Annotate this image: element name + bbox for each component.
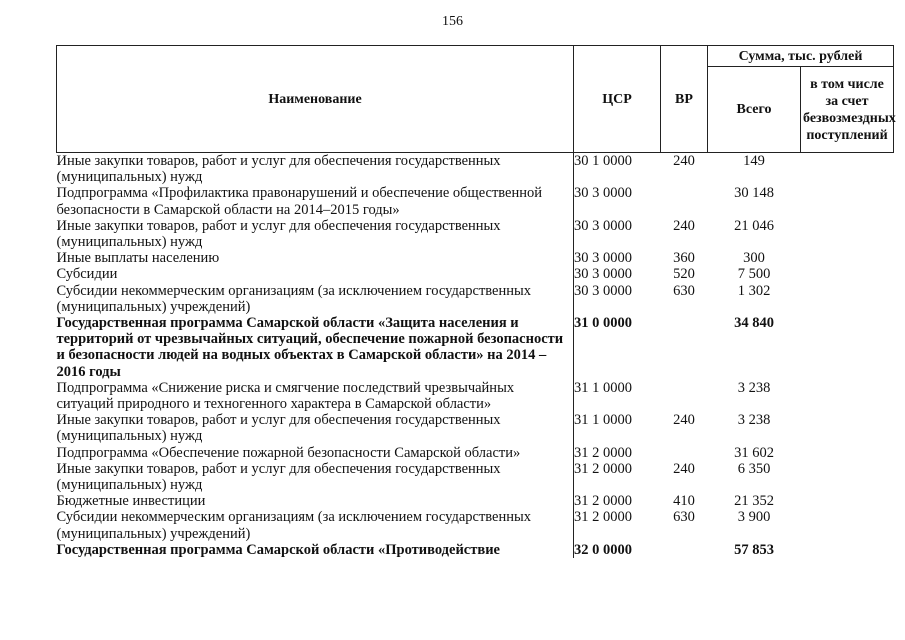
- row-vr: [661, 542, 708, 558]
- table-header: [57, 46, 894, 153]
- row-csr: 31 2 0000: [574, 460, 632, 477]
- row-total: 30 148: [734, 185, 774, 202]
- row-name: Государственная программа Самарской области «Противодействие: [57, 542, 574, 558]
- row-vr: 240: [673, 153, 695, 169]
- row-csr: 30 3 0000: [574, 185, 632, 202]
- row-total: 300: [743, 250, 765, 267]
- header-vr: ВР: [661, 46, 708, 153]
- row-free: [801, 412, 894, 444]
- row-total: 1 302: [737, 282, 771, 299]
- row-free: [801, 315, 894, 380]
- table-row: [57, 542, 894, 558]
- table-body: [57, 153, 894, 559]
- row-name: Иные закупки товаров, работ и услуг для обеспечения государственных (муниципальных) нужд: [57, 218, 574, 250]
- row-csr: 31 0 0000: [574, 315, 632, 332]
- row-name: Иные закупки товаров, работ и услуг для обеспечения государственных (муниципальных) нужд: [57, 412, 574, 444]
- row-total: 34 840: [734, 315, 774, 332]
- table-row: [57, 461, 894, 493]
- header-csr: ЦСР: [574, 46, 661, 153]
- row-name: Подпрограмма «Снижение риска и смягчение последствий чрезвычайных ситуаций природного и техногенного характера в Самарской области»: [57, 380, 574, 412]
- row-free: [801, 445, 894, 461]
- row-csr: 30 3 0000: [574, 250, 632, 267]
- row-vr: 240: [673, 217, 695, 234]
- row-free: [801, 250, 894, 266]
- row-total: 3 238: [737, 412, 771, 429]
- row-total: 149: [743, 153, 765, 169]
- row-free: [801, 283, 894, 315]
- row-csr: 31 2 0000: [574, 493, 632, 510]
- row-vr: 520: [673, 266, 695, 283]
- table-row: [57, 380, 894, 412]
- row-total: 6 350: [737, 460, 771, 477]
- row-csr: 32 0 0000: [574, 541, 632, 558]
- row-vr: 240: [673, 412, 695, 429]
- row-free: [801, 153, 894, 186]
- table-row: [57, 445, 894, 461]
- row-name: Подпрограмма «Профилактика правонарушений и обеспечение общественной безопасности в Самарской области на 2014–2015 годы»: [57, 185, 574, 217]
- row-name: Иные выплаты населению: [57, 250, 574, 266]
- row-csr: 31 1 0000: [574, 379, 632, 396]
- table-row: [57, 283, 894, 315]
- row-vr: [661, 315, 708, 380]
- table-row: [57, 218, 894, 250]
- row-total: 57 853: [734, 541, 774, 558]
- row-vr: [661, 380, 708, 412]
- header-free: в том числе за счет безвозмездных поступлений: [801, 67, 894, 153]
- row-free: [801, 185, 894, 217]
- page-number: 156: [442, 14, 463, 29]
- row-csr: 30 3 0000: [574, 217, 632, 234]
- row-vr: 630: [673, 509, 695, 526]
- row-vr: [661, 185, 708, 217]
- row-total: 7 500: [737, 266, 771, 283]
- row-free: [801, 218, 894, 250]
- row-vr: 630: [673, 282, 695, 299]
- table-row: [57, 412, 894, 444]
- row-total: 3 238: [737, 379, 771, 396]
- table-row: [57, 185, 894, 217]
- table-row: [57, 153, 894, 186]
- row-vr: 410: [673, 493, 695, 510]
- row-csr: 31 1 0000: [574, 412, 632, 429]
- row-free: [801, 266, 894, 282]
- row-free: [801, 542, 894, 558]
- row-name: Иные закупки товаров, работ и услуг для обеспечения государственных (муниципальных) нужд: [57, 461, 574, 493]
- row-total: 21 046: [734, 217, 774, 234]
- row-name: Субсидии: [57, 266, 574, 282]
- row-csr: 30 3 0000: [574, 266, 632, 283]
- row-name: Субсидии некоммерческим организациям (за исключением государственных (муниципальных) учреждений): [57, 509, 574, 541]
- row-vr: 240: [673, 460, 695, 477]
- header-total: Всего: [708, 67, 801, 153]
- table-row: [57, 315, 894, 380]
- row-csr: 30 1 0000: [574, 153, 632, 169]
- row-name: Иные закупки товаров, работ и услуг для обеспечения государственных (муниципальных) нужд: [57, 153, 574, 186]
- row-csr: 30 3 0000: [574, 282, 632, 299]
- row-csr: 31 2 0000: [574, 509, 632, 526]
- row-vr: [661, 445, 708, 461]
- table-row: [57, 509, 894, 541]
- row-name: Субсидии некоммерческим организациям (за исключением государственных (муниципальных) учреждений): [57, 283, 574, 315]
- row-name: Подпрограмма «Обеспечение пожарной безопасности Самарской области»: [57, 445, 574, 461]
- row-name: Государственная программа Самарской области «Защита населения и территорий от чрезвычайных ситуаций, обеспечение пожарной безопасности и безопасности людей на водных объектах в Самарской области» на 2014 – 2016 годы: [57, 315, 574, 380]
- row-total: 3 900: [737, 509, 771, 526]
- header-sum: Сумма, тыс. рублей: [708, 46, 894, 67]
- row-free: [801, 493, 894, 509]
- row-free: [801, 380, 894, 412]
- row-total: 31 602: [734, 444, 774, 461]
- row-free: [801, 461, 894, 493]
- table-row: [57, 266, 894, 282]
- row-total: 21 352: [734, 493, 774, 510]
- table-row: [57, 493, 894, 509]
- row-csr: 31 2 0000: [574, 444, 632, 461]
- row-vr: 360: [673, 250, 695, 267]
- budget-table: [56, 45, 894, 558]
- header-name: Наименование: [57, 46, 574, 153]
- row-name: Бюджетные инвестиции: [57, 493, 574, 509]
- row-free: [801, 509, 894, 541]
- table-row: [57, 250, 894, 266]
